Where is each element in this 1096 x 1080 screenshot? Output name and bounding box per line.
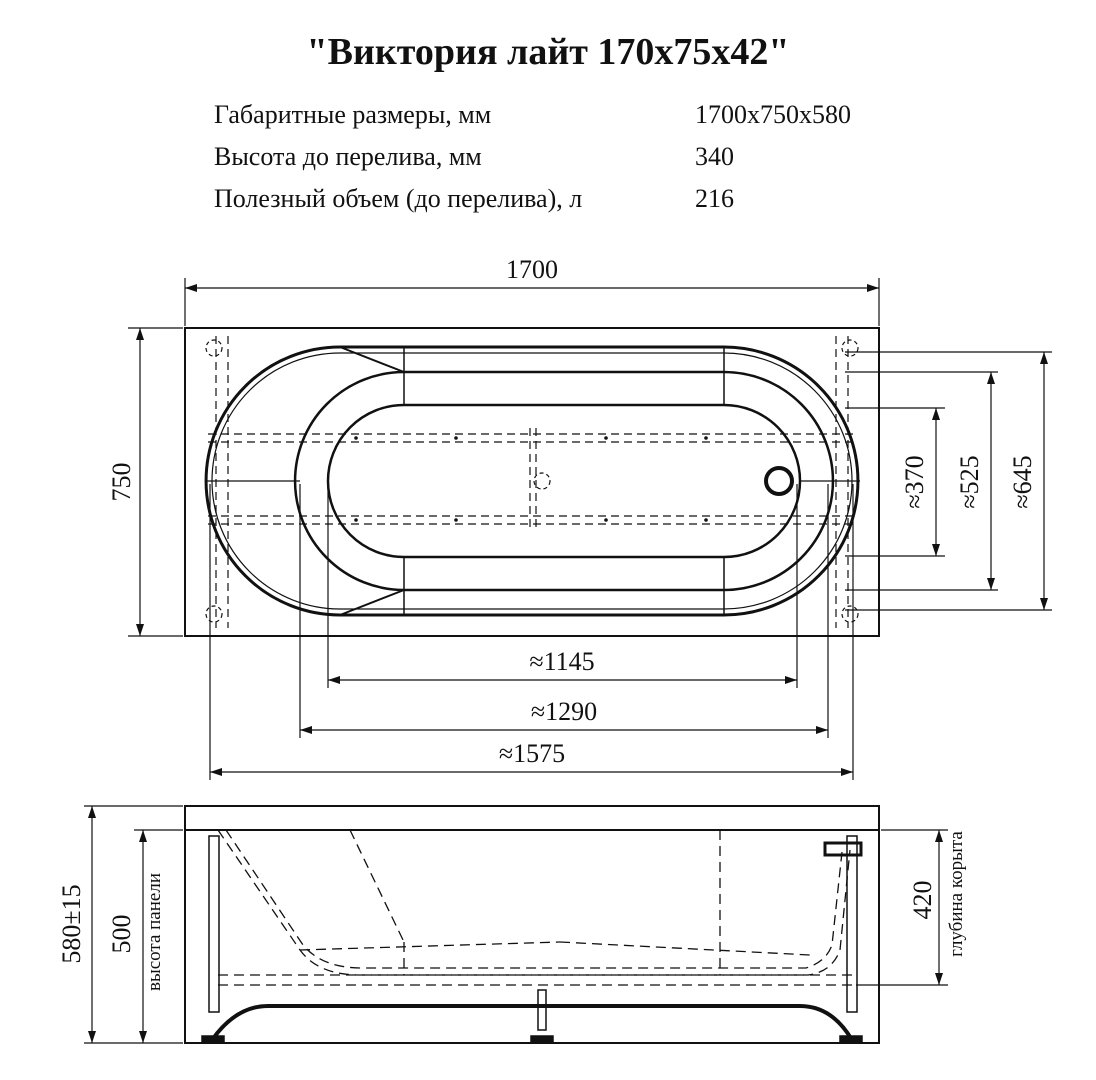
dim-panel-height-label: 500: [107, 914, 136, 954]
spec-label: Полезный объем (до перелива), л: [214, 184, 583, 213]
left-leg: [202, 836, 224, 1043]
spec-value: 1700х750х580: [695, 100, 851, 129]
side-view: [185, 806, 879, 1043]
top-view: [185, 328, 879, 636]
dim-bowl-depth-label: 420: [908, 880, 937, 920]
drain-icon: [766, 468, 792, 494]
leg-icon: [206, 606, 222, 622]
leg-icon: [842, 606, 858, 622]
bathtub-outer-edge: [206, 347, 858, 615]
spec-label: Высота до перелива, мм: [214, 142, 482, 171]
leg-icon: [842, 340, 858, 356]
panel-arch: [212, 1006, 852, 1040]
dim-inner-525-label: ≈525: [955, 455, 984, 509]
dim-1575-label: ≈1575: [498, 739, 566, 768]
leg-icon: [206, 340, 222, 356]
dim-length-label: 1700: [506, 255, 558, 284]
bathtub-bottom-edge: [328, 405, 800, 557]
dim-1145-label: ≈1145: [529, 647, 595, 676]
spec-value: 216: [695, 184, 734, 213]
center-leg: [531, 990, 553, 1043]
dim-inner-645-label: ≈645: [1008, 455, 1037, 509]
dim-1290-label: ≈1290: [530, 697, 598, 726]
overflow-icon: [825, 843, 861, 855]
spec-label: Габаритные размеры, мм: [214, 100, 492, 129]
dim-width-label: 750: [107, 462, 136, 502]
drawing-title: "Виктория лайт 170х75х42": [306, 31, 790, 73]
dim-total-height-label: 580±15: [57, 884, 86, 964]
dim-inner-370-label: ≈370: [900, 455, 929, 509]
panel-height-caption: высота панели: [144, 873, 165, 991]
spec-value: 340: [695, 142, 734, 171]
right-leg: [840, 836, 862, 1043]
bowl-depth-caption: глубина корыта: [946, 831, 967, 957]
